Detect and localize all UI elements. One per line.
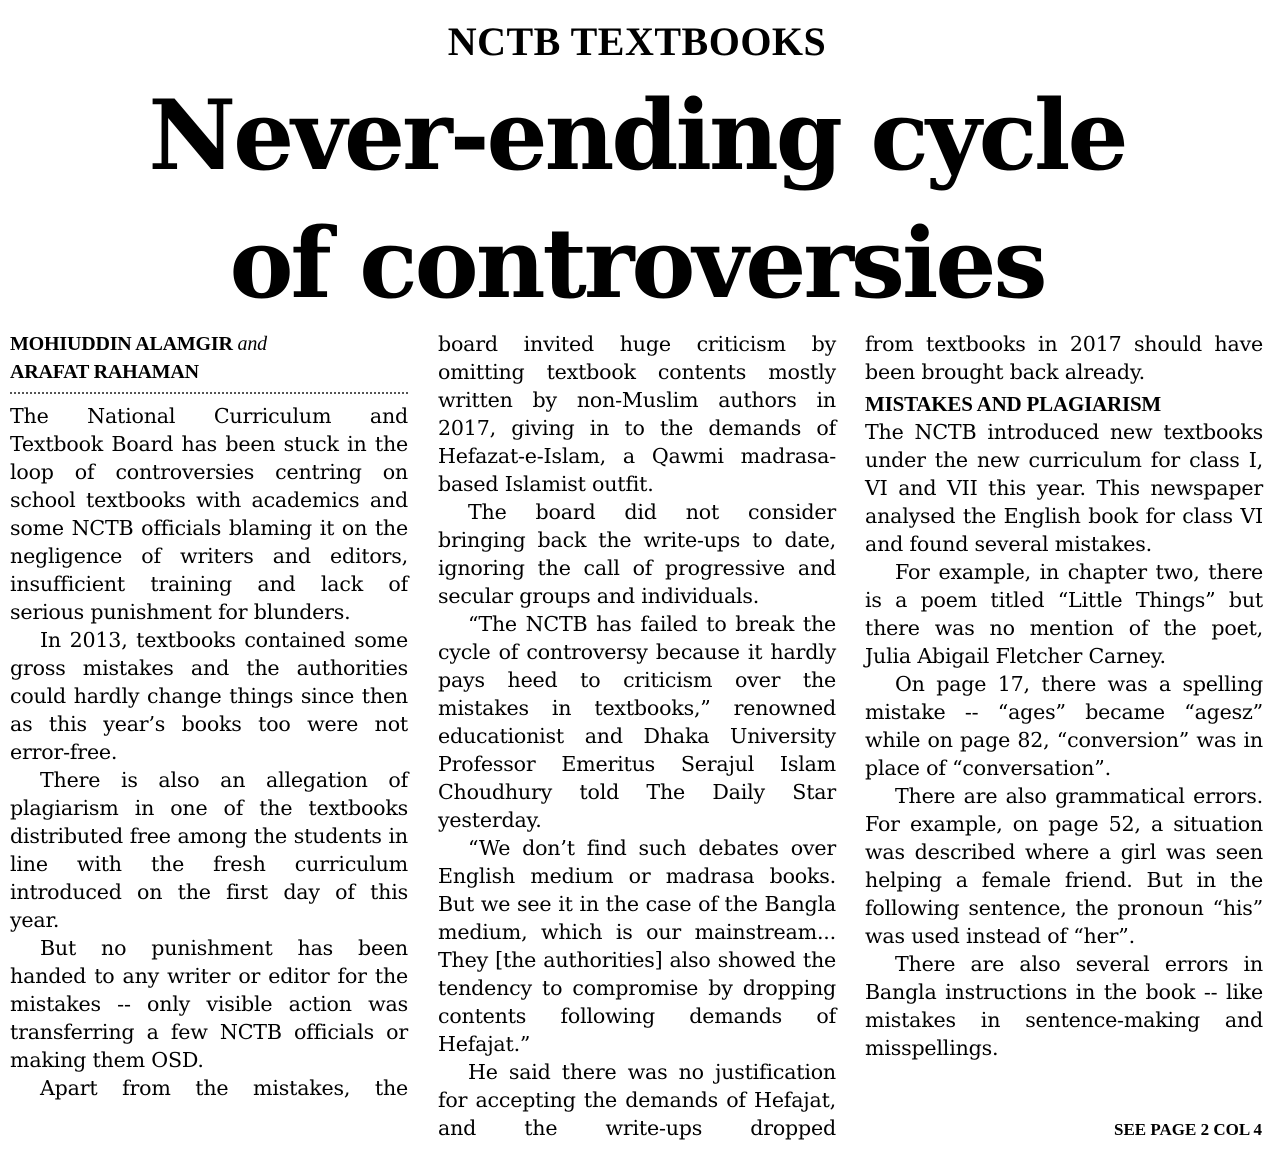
paragraph: board invited huge criticism by omitting textbook contents mostly written by non-Muslim authors in 2017, giving in to the demands of Hefazat-e-Islam, a Qawmi madrasa-based Islamist outfit. xyxy=(438,332,836,496)
paragraph: There are also several errors in Bangla instructions in the book -- like mistakes in sentence-making and misspellings. xyxy=(865,952,1263,1060)
byline-author-2: ARAFAT RAHAMAN xyxy=(10,361,199,383)
paragraph: The board did not consider bringing back the write-ups to date, ignoring the call of progressive and secular groups and individuals. xyxy=(438,500,836,608)
paragraph: The NCTB introduced new textbooks under the new curriculum for class I, VI and VII this year. This newspaper analysed the English book for class VI and found several mistakes. xyxy=(865,420,1263,556)
article-column-3 xyxy=(865,330,1263,1062)
paragraph: The National Curriculum and Textbook Board has been stuck in the loop of controversies centring on school textbooks with academics and some NCTB officials blaming it on the negligence of writers and editors, insufficient training and lack of serious punishment for blunders. xyxy=(10,404,408,624)
article-column-1 xyxy=(10,330,408,1102)
headline xyxy=(0,72,1274,328)
paragraph: But no punishment has been handed to any writer or editor for the mistakes -- only visible action was transferring a few NCTB officials or making them OSD. xyxy=(10,936,408,1072)
paragraph: In 2013, textbooks contained some gross mistakes and the authorities could hardly change things since then as this year’s books too were not error-free. xyxy=(10,628,408,764)
paragraph: He said there was no justification for accepting the demands of Hefajat, and the write-ups dropped xyxy=(438,1060,836,1140)
byline xyxy=(10,330,408,394)
paragraph: Apart from the mistakes, the xyxy=(40,1076,408,1100)
paragraph: There are also grammatical errors. For example, on page 52, a situation was described where a girl was seen helping a female friend. But in the following sentence, the pronoun “his” was used instead of “her”. xyxy=(865,784,1263,948)
section-subhead: MISTAKES AND PLAGIARISM xyxy=(865,392,1162,416)
paragraph: On page 17, there was a spelling mistake -- “ages” became “agesz” while on page 82, “conversion” was in place of “conversation”. xyxy=(865,672,1263,780)
headline-line-2: of controversies xyxy=(229,207,1045,320)
continued-jump-line: SEE PAGE 2 COL 4 xyxy=(1114,1120,1262,1139)
paragraph: There is also an allegation of plagiarism in one of the textbooks distributed free among the students in line with the fresh curriculum introduced on the first day of this year. xyxy=(10,768,408,932)
article-column-2 xyxy=(438,330,836,1142)
byline-author-1: MOHIUDDIN ALAMGIR xyxy=(10,333,233,355)
paragraph: For example, in chapter two, there is a poem titled “Little Things” but there was no mention of the poet, Julia Abigail Fletcher Carney. xyxy=(865,560,1263,668)
paragraph: “The NCTB has failed to break the cycle of controversy because it hardly pays heed to criticism over the mistakes in textbooks,” renowned educationist and Dhaka University Professor Emeritus Serajul Islam Choudhury told The Daily Star yesterday. xyxy=(438,612,836,832)
paragraph: “We don’t find such debates over English medium or madrasa books. But we see it in the case of the Bangla medium, which is our mainstream... They [the authorities] also showed the tendency to compromise by dropping contents following demands of Hefajat.” xyxy=(438,836,836,1056)
byline-conjunction: and xyxy=(237,333,267,355)
kicker-label: NCTB TEXTBOOKS xyxy=(447,19,827,64)
paragraph: from textbooks in 2017 should have been brought back already. xyxy=(865,332,1263,384)
headline-line-1: Never-ending cycle xyxy=(148,79,1126,192)
